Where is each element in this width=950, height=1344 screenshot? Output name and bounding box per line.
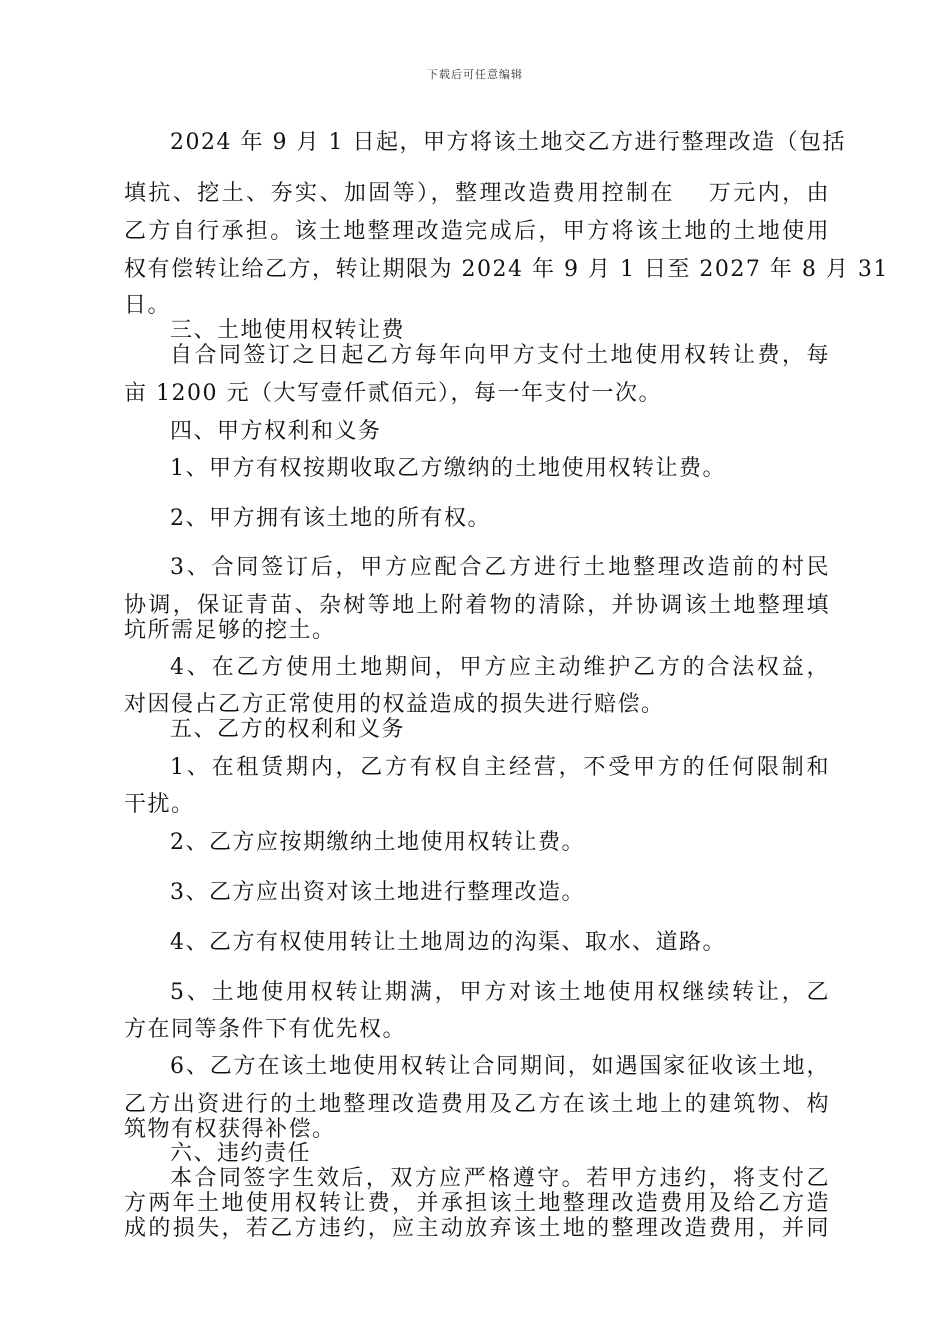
paragraph-line: 乙方自行承担。该土地整理改造完成后，甲方将该土地的土地使用	[124, 219, 830, 244]
paragraph-line: 2、乙方应按期缴纳土地使用权转让费。	[170, 830, 585, 855]
paragraph-line: 2024 年 9 月 1 日起，甲方将该土地交乙方进行整理改造（包括	[170, 130, 846, 155]
header-note: 下载后可任意编辑	[427, 68, 523, 81]
section-heading: 五、乙方的权利和义务	[170, 717, 406, 742]
paragraph-line: 乙方出资进行的土地整理改造费用及乙方在该土地上的建筑物、构	[124, 1092, 830, 1117]
paragraph-line: 筑物有权获得补偿。	[124, 1117, 336, 1142]
paragraph-line: 坑所需足够的挖土。	[124, 618, 336, 643]
section-heading: 四、甲方权利和义务	[170, 419, 382, 444]
paragraph-line: 2、甲方拥有该土地的所有权。	[170, 506, 491, 531]
paragraph-line: 自合同签订之日起乙方每年向甲方支付土地使用权转让费，每	[170, 343, 830, 368]
paragraph-line: 亩 1200 元（大写壹仟贰佰元），每一年支付一次。	[124, 381, 662, 406]
paragraph-line: 1、甲方有权按期收取乙方缴纳的土地使用权转让费。	[170, 456, 726, 481]
paragraph-line: 4、在乙方使用土地期间，甲方应主动维护乙方的合法权益，	[170, 655, 830, 680]
paragraph-line: 4、乙方有权使用转让土地周边的沟渠、取水、道路。	[170, 930, 726, 955]
paragraph-line: 日。	[124, 293, 172, 318]
paragraph-line: 5、土地使用权转让期满，甲方对该土地使用权继续转让，乙	[170, 980, 830, 1005]
paragraph-line: 方两年土地使用权转让费，并承担该土地整理改造费用及给乙方造	[124, 1191, 830, 1216]
paragraph-line: 方在同等条件下有优先权。	[124, 1017, 407, 1042]
paragraph-line: 权有偿转让给乙方，转让期限为 2024 年 9 月 1 日至 2027 年 8 月 31	[124, 257, 889, 282]
paragraph-line: 成的损失，若乙方违约，应主动放弃该土地的整理改造费用，并同	[124, 1216, 830, 1241]
paragraph-line: 干扰。	[124, 792, 195, 817]
section-heading: 三、土地使用权转让费	[170, 318, 406, 343]
paragraph-line: 6、乙方在该土地使用权转让合同期间，如遇国家征收该土地，	[170, 1054, 830, 1079]
paragraph-line: 协调，保证青苗、杂树等地上附着物的清除，并协调该土地整理填	[124, 593, 830, 618]
paragraph-line: 本合同签字生效后，双方应严格遵守。若甲方违约，将支付乙	[170, 1166, 830, 1191]
paragraph-line: 3、乙方应出资对该土地进行整理改造。	[170, 880, 585, 905]
paragraph-line: 对因侵占乙方正常使用的权益造成的损失进行赔偿。	[124, 692, 665, 717]
paragraph-line: 3、合同签订后，甲方应配合乙方进行土地整理改造前的村民	[170, 555, 830, 580]
paragraph-line: 1、在租赁期内，乙方有权自主经营，不受甲方的任何限制和	[170, 755, 830, 780]
paragraph-line: 填抗、挖土、夯实、加固等），整理改造费用控制在 万元内，由	[124, 181, 830, 206]
section-heading: 六、违约责任	[170, 1141, 312, 1166]
